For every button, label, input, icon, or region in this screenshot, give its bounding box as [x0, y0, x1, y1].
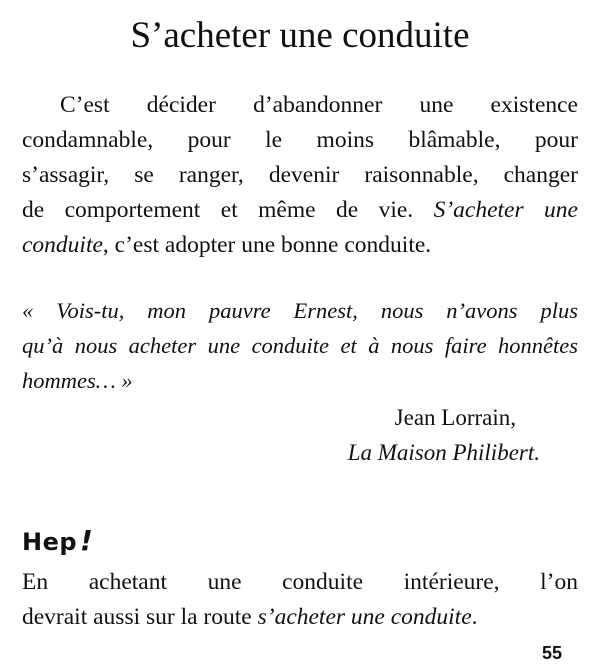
- page-number: 55: [541, 643, 562, 663]
- page-title: S’acheter une conduite: [130, 15, 470, 56]
- definition-line-4: [22, 193, 578, 228]
- quote-line-3: hommes… »: [22, 368, 133, 393]
- definition-line-5-italic: conduite: [22, 232, 103, 258]
- quote-attribution: [348, 400, 540, 470]
- definition-line-3: s’assagir, se ranger, devenir raisonnable, changer: [22, 162, 578, 188]
- definition-line-4-italic: S’acheter une: [433, 197, 578, 223]
- definition-line-5-text: , c’est adopter une bonne conduite.: [102, 232, 432, 258]
- definition-line-5: [22, 228, 578, 263]
- hep-exclamation: !: [80, 524, 94, 557]
- hep-line-2-end: .: [471, 604, 478, 630]
- hep-line-2-italic: s’acheter une conduite: [257, 604, 472, 630]
- hep-heading: [22, 525, 93, 558]
- attribution-author: Jean Lorrain,: [394, 405, 516, 430]
- definition-line-1: C’est décider d’abandonner une existence: [60, 92, 578, 118]
- definition-line-2: condamnable, pour le moins blâmable, pour: [22, 127, 578, 153]
- hep-line-2-text: devrait aussi sur la route: [22, 604, 258, 630]
- hep-paragraph: [22, 565, 578, 635]
- hep-line-2: [22, 600, 578, 635]
- quote-line-1: « Vois-tu, mon pauvre Ernest, nous n’avons plus: [22, 298, 578, 323]
- quote-block: [22, 293, 578, 398]
- quote-line-2: qu’à nous acheter une conduite et à nous faire honnêtes: [22, 333, 578, 358]
- hep-label: Hep: [22, 528, 78, 556]
- definition-paragraph: [22, 88, 578, 263]
- hep-line-1: En achetant une conduite intérieure, l’on: [22, 569, 578, 595]
- attribution-work: La Maison Philibert.: [347, 440, 540, 465]
- definition-line-4-text: de comportement et même de vie.: [22, 197, 434, 223]
